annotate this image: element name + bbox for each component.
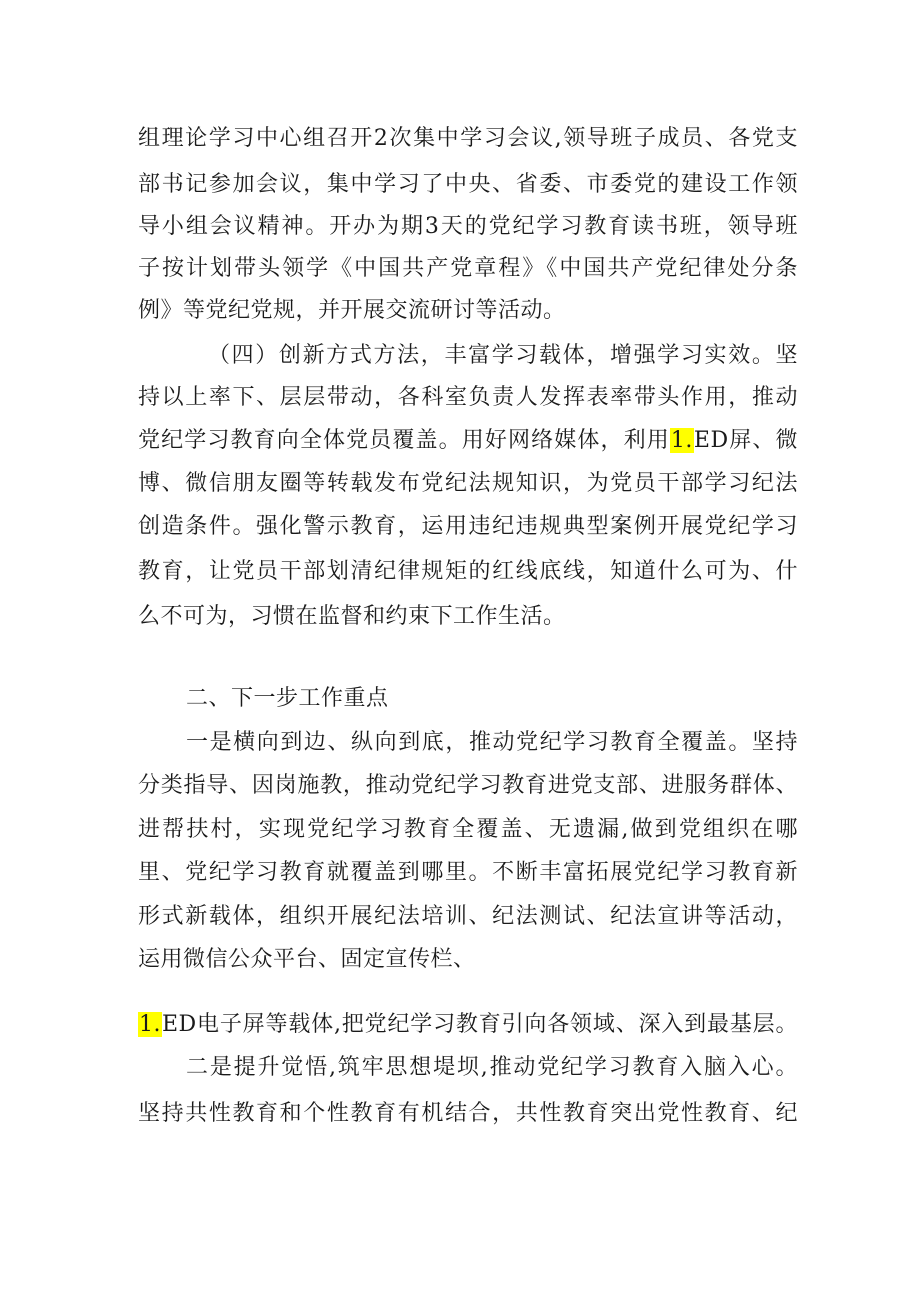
text-span: 子按计划带头领学《中国共产党章程》《中国共产党纪律处分条 — [138, 256, 798, 281]
text-span: ED电子屏等载体,把党纪学习教育引向各领域、深入到最基层。 — [162, 1012, 798, 1037]
text-span: 博、微信朋友圈等转载发布党纪法规知识，为党员干部学习纪法 — [138, 471, 798, 496]
text-span: 里、党纪学习教育就覆盖到哪里。不断丰富拓展党纪学习教育新 — [138, 860, 798, 885]
text-span: 持以上率下、层层带动，各科室负责人发挥表率带头作用，推动 — [138, 385, 798, 410]
highlighted-text: 1. — [670, 428, 693, 453]
text-span: 党纪学习教育向全体党员覆盖。用好网络媒体，利用 — [138, 428, 670, 453]
text-line — [138, 1099, 798, 1129]
text-span: 导小组会议精神。开办为期3天的党纪学习教育读书班，领导班 — [138, 214, 798, 239]
text-line — [138, 212, 798, 242]
text-line — [186, 1053, 798, 1083]
text-span: 二、下一步工作重点 — [186, 686, 389, 711]
text-span: 二是提升觉悟,筑牢思想堤坝,推动党纪学习教育入脑入心。 — [186, 1055, 798, 1080]
text-line — [138, 469, 798, 499]
text-span: ED屏、微 — [693, 428, 798, 453]
text-line — [186, 684, 798, 714]
text-span: 形式新载体，组织开展纪法培训、纪法测试、纪法宣讲等活动， — [138, 904, 798, 929]
text-line — [138, 771, 798, 801]
text-span: 运用微信公众平台、固定宣传栏、 — [138, 947, 476, 972]
text-line — [138, 512, 798, 542]
text-line — [138, 1010, 798, 1040]
text-line — [138, 426, 798, 456]
text-span: 部书记参加会议，集中学习了中央、省委、市委党的建设工作领 — [138, 172, 798, 197]
text-span: 么不可为，习惯在监督和约束下工作生活。 — [138, 604, 566, 629]
text-span: 坚持共性教育和个性教育有机结合，共性教育突出党性教育、纪 — [138, 1101, 798, 1126]
text-line — [138, 170, 798, 200]
text-line — [208, 341, 798, 371]
text-span: 教育，让党员干部划清纪律规矩的红线底线，知道什么可为、什 — [138, 559, 798, 584]
text-line — [138, 858, 798, 888]
text-span: 一是横向到边、纵向到底，推动党纪学习教育全覆盖。坚持 — [186, 730, 798, 755]
text-span: 进帮扶村，实现党纪学习教育全覆盖、无遗漏,做到党组织在哪 — [138, 817, 798, 842]
text-span: 组理论学习中心组召开2次集中学习会议,领导班子成员、各党支 — [138, 126, 798, 151]
text-span: 分类指导、因岗施教，推动党纪学习教育进党支部、进服务群体、 — [138, 773, 798, 798]
text-span: （四）创新方式方法，丰富学习载体，增强学习实效。坚 — [208, 343, 798, 368]
text-line — [138, 383, 798, 413]
text-line — [138, 815, 798, 845]
text-span: 例》等党纪党规，并开展交流研讨等活动。 — [138, 298, 566, 323]
text-line — [138, 945, 798, 975]
text-line — [138, 124, 798, 154]
text-line — [186, 728, 798, 758]
text-line — [138, 557, 798, 587]
text-line — [138, 254, 798, 284]
text-line — [138, 296, 798, 326]
text-span: 创造条件。强化警示教育，运用违纪违规典型案例开展党纪学习 — [138, 514, 798, 539]
text-line — [138, 902, 798, 932]
highlighted-text: 1. — [139, 1012, 161, 1037]
text-line — [138, 602, 798, 632]
